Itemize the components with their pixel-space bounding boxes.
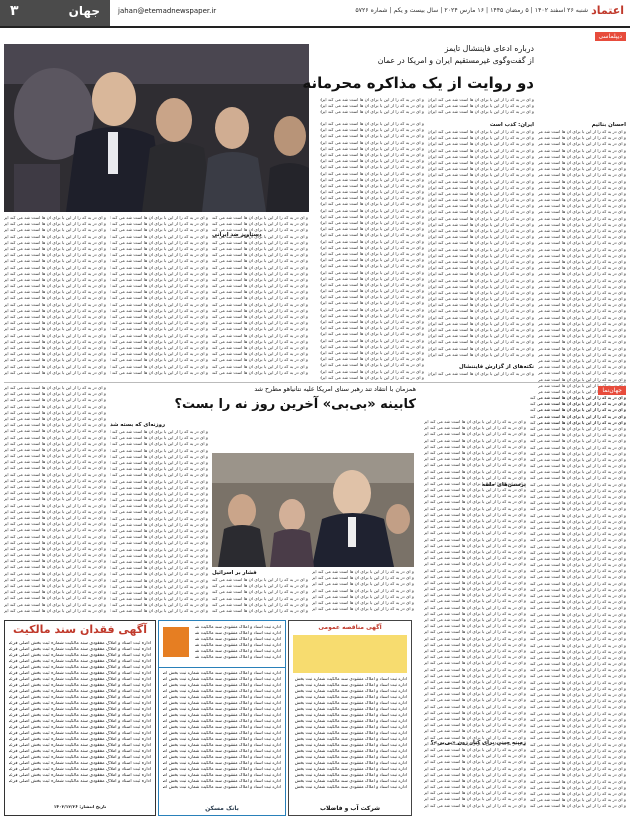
photo-officials-walking	[4, 44, 309, 212]
section-name: جهان	[68, 4, 100, 18]
dateline: شنبه ۲۶ اسفند ۱۴۰۲ | ۵ رمضان ۱۴۴۵ | ۱۶ مارس ۲۰۲۴ | سال بیست و یکم | شماره ۵۷۲۶	[355, 7, 588, 14]
main-text-col-5	[110, 216, 208, 380]
ad-bank-top	[159, 621, 285, 668]
second-subhead-3: پرسش‌های حلقه	[481, 482, 526, 488]
page-number: ۳	[10, 3, 19, 19]
second-subhead-1: روزنه‌ای که بسته شد	[110, 422, 166, 428]
second-text-col-3	[212, 578, 308, 618]
page-header	[0, 0, 630, 28]
main-subhead-1: ایران: کذب است	[489, 122, 534, 128]
main-byline: احسان بنائیم	[591, 122, 626, 128]
main-text-col-2b	[428, 372, 534, 382]
second-text-col-1	[530, 396, 626, 816]
main-text-col-4	[212, 216, 308, 380]
main-kicker-line1: درباره ادعای فایننشال تایمز	[444, 44, 534, 53]
main-subhead-3: نکته‌های از گزارش فایننشال	[459, 364, 534, 370]
ad-tender-footer: شرکت آب و فاضلاب	[319, 805, 381, 812]
second-headline: کابینه «بی‌بی» آخرین روز نه را بست؟	[174, 397, 416, 412]
ad-bank-text	[163, 671, 281, 797]
second-subhead-4: زمینه چینی برای کنار زدن «بی‌بی»؟	[430, 740, 526, 746]
main-headline: دو روایت از یک مذاکره محرمانه	[302, 74, 534, 92]
ad-tender-highlight	[293, 635, 407, 673]
section-email: jahan@etemadnewspaper.ir	[118, 7, 217, 15]
bank-logo-icon	[163, 627, 189, 657]
main-subhead-2: دستاویز ضد ایرانی	[212, 232, 262, 238]
main-intro-col-a	[428, 98, 534, 120]
ad-tender	[288, 620, 412, 816]
main-text-col-2	[428, 130, 534, 362]
second-kicker: همزمان با انتقاد تند رهبر سنای امریکا علیه نتانیاهو مطرح شد	[254, 385, 416, 393]
main-text-col-3	[320, 122, 424, 382]
second-text-col-6	[4, 386, 106, 618]
ad-lost-deed-footer: تاریخ انتشار: ۱۴۰۲/۱۲/۲۶	[53, 805, 107, 810]
section-box	[0, 0, 110, 26]
second-subhead-2: فشار بر اسرائیل	[212, 570, 257, 576]
newspaper-logo: اعتماد	[591, 4, 624, 17]
main-text-col-1	[538, 130, 626, 430]
story-divider	[4, 382, 626, 383]
second-text-col-4	[312, 570, 414, 618]
ad-tender-text	[293, 677, 407, 795]
ad-tender-title: آگهی مناقصه عمومی	[318, 624, 382, 631]
ad-bank-footer: بانک مسکن	[205, 805, 239, 812]
ad-lost-deed	[4, 620, 156, 816]
second-story-photo	[212, 453, 414, 567]
ad-bank-intro	[195, 625, 281, 661]
photo-senate-leader	[212, 453, 414, 567]
ad-lost-deed-title: آگهی فقدان سند مالکیت	[13, 623, 147, 636]
main-text-col-6	[4, 216, 106, 380]
main-kicker-line2: از گفت‌وگوی غیرمستقیم ایران و امریکا در عمان	[377, 56, 534, 65]
second-text-col-5	[110, 430, 208, 618]
ad-lost-deed-text	[9, 641, 151, 801]
main-intro-col-b	[320, 98, 424, 120]
tag-world-report: جهان‌نما	[598, 386, 626, 395]
main-story-photo	[4, 44, 309, 212]
ad-bank	[158, 620, 286, 816]
second-text-col-2	[424, 420, 526, 816]
tag-diplomacy: دیپلماسی	[595, 32, 626, 41]
